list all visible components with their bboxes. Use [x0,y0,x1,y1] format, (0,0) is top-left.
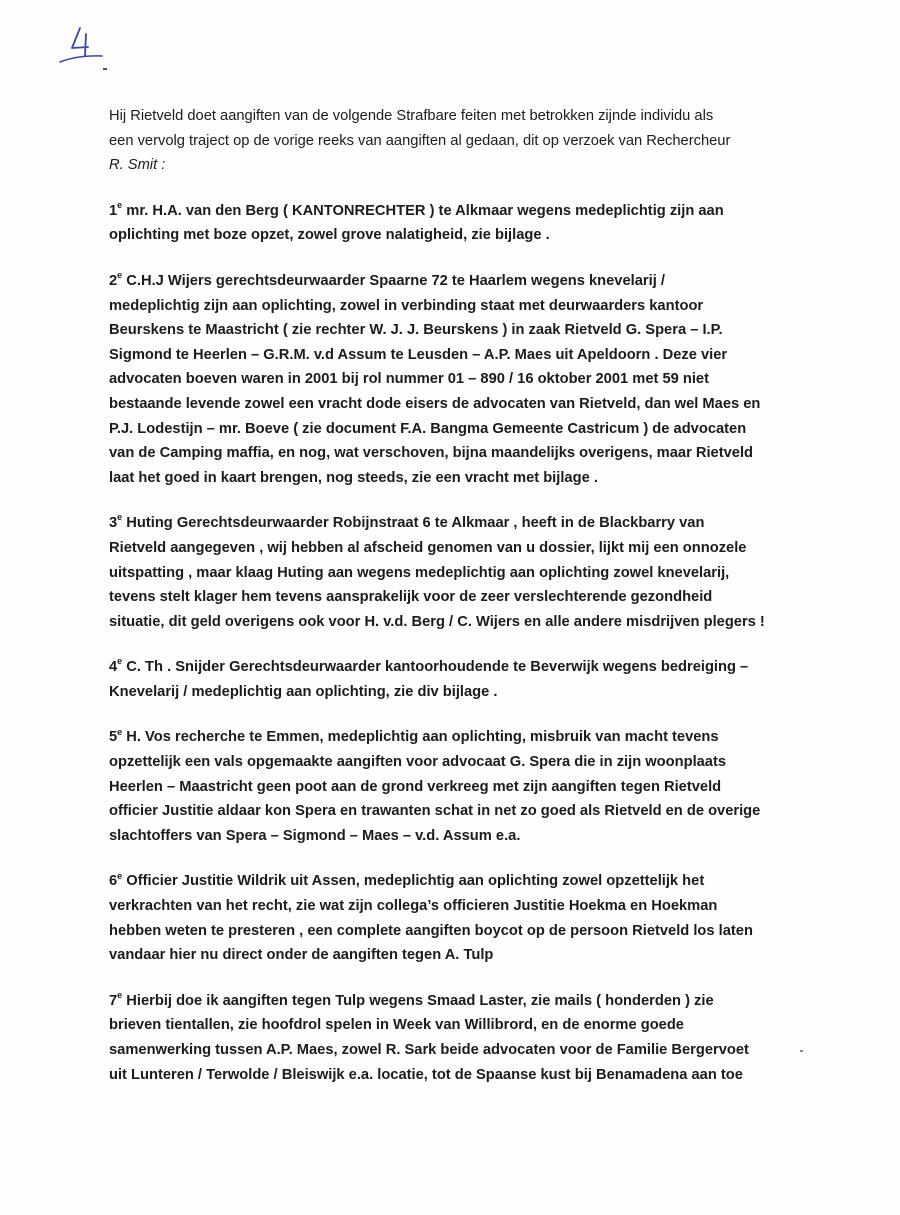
item-line: opzettelijk een vals opgemaakte aangiften voor advocaat G. Spera die in zijn woonplaats [109,754,727,771]
item-line: medeplichtig zijn aan oplichting, zowel in verbinding staat met deurwaarders kantoor [109,297,704,314]
item-line: mr. H.A. van den Berg ( KANTONRECHTER ) te Alkmaar wegens medeplichtig zijn aan [126,202,724,219]
handwritten-page-number [58,22,118,72]
item-line: vandaar hier nu direct onder de aangiften tegen A. Tulp [109,947,494,964]
item-line: Officier Justitie Wildrik uit Assen, medeplichtig aan oplichting zowel opzettelijk het [126,873,705,890]
item-ordinal: e [117,726,123,737]
item-number: 1 [109,202,118,219]
item-line: uit Lunteren / Terwolde / Bleiswijk e.a. locatie, tot de Spaanse kust bij Benamadena aan toe [109,1066,743,1083]
item-line: oplichting met boze opzet, zowel grove nalatigheid, zie bijlage . [109,227,550,244]
intro-line: een vervolg traject op de vorige reeks van aangiften al gedaan, dit op verzoek van Rechercheur [109,132,731,149]
scan-speck [800,1050,803,1052]
item-ordinal: e [117,270,123,281]
charge-item-5 [109,725,809,848]
item-line: hebben weten te presteren , een complete aangiften boycot op de persoon Rietveld los laten [109,922,753,939]
intro-paragraph [109,104,809,178]
charge-item-6 [109,869,809,967]
charge-item-7 [109,989,809,1087]
item-line: samenwerking tussen A.P. Maes, zowel R. Sark beide advocaten voor de Familie Bergervoet [109,1042,749,1058]
item-line: C.H.J Wijers gerechtsdeurwaarder Spaarne 72 te Haarlem wegens knevelarij / [126,272,665,289]
item-line: C. Th . Snijder Gerechtsdeurwaarder kantoorhoudende te Beverwijk wegens bedreiging – [126,659,749,676]
item-line: advocaten boeven waren in 2001 bij rol nummer 01 – 890 / 16 oktober 2001 met 59 niet [109,371,709,388]
item-line: Rietveld aangegeven , wij hebben al afscheid genomen van u dossier, lijkt mij een onnozele [109,539,747,556]
item-ordinal: e [117,512,123,523]
intro-signature: R. Smit : [109,157,166,174]
item-line: Heerlen – Maastricht geen poot aan de grond verkreeg met zijn aangiften tegen Rietveld [109,778,722,795]
item-line: verkrachten van het recht, zie wat zijn collega’s officieren Justitie Hoekma en Hoekman [109,898,718,915]
item-line: slachtoffers van Spera – Sigmond – Maes – v.d. Assum e.a. [109,827,521,844]
item-line: tevens stelt klager hem tevens aansprakelijk voor de zeer verslechterende gezondheid [109,589,713,606]
item-line: Knevelarij / medeplichtig aan oplichting, zie div bijlage . [109,683,498,700]
item-ordinal: e [117,656,123,667]
charge-item-4 [109,655,809,704]
item-line: H. Vos recherche te Emmen, medeplichtig aan oplichting, misbruik van macht tevens [126,729,719,746]
charge-item-1 [109,199,809,248]
item-number: 4 [109,659,118,676]
item-line: laat het goed in kaart brengen, nog steeds, zie een vracht met bijlage . [109,469,598,486]
item-ordinal: e [117,989,123,1000]
item-line: situatie, dit geld overigens ook voor H. v.d. Berg / C. Wijers en alle andere misdrijven plegers ! [109,613,765,630]
item-ordinal: e [117,870,123,881]
charge-item-2 [109,269,809,490]
item-number: 6 [109,873,118,890]
item-number: 5 [109,729,118,746]
item-line: Hierbij doe ik aangiften tegen Tulp wegens Smaad Laster, zie mails ( honderden ) zie [126,992,714,1009]
intro-line: Hij Rietveld doet aangiften van de volgende Strafbare feiten met betrokken zijnde individu als [109,108,714,124]
scan-speck [103,68,107,70]
item-line: P.J. Lodestijn – mr. Boeve ( zie document F.A. Bangma Gemeente Castricum ) de advocaten [109,420,747,437]
item-ordinal: e [117,199,123,210]
page-number-handwriting [58,22,118,72]
document-body [109,104,809,1108]
charge-item-3 [109,511,809,634]
item-line: Sigmond te Heerlen – G.R.M. v.d Assum te Leusden – A.P. Maes uit Apeldoorn . Deze vier [109,346,728,363]
item-line: officier Justitie aldaar kon Spera en trawanten schat in net zo goed als Rietveld en de overige [109,803,761,820]
item-line: uitspatting , maar klaag Huting aan wegens medeplichtig aan oplichting zowel knevelarij, [109,564,730,581]
item-number: 2 [109,272,118,289]
item-number: 7 [109,992,118,1009]
item-line: Beurskens te Maastricht ( zie rechter W. J. J. Beurskens ) in zaak Rietveld G. Spera – I.P. [109,322,723,339]
item-line: bestaande levende zowel een vracht dode eisers de advocaten van Rietveld, dan wel Maes en [109,395,761,412]
item-number: 3 [109,515,118,532]
item-line: Huting Gerechtsdeurwaarder Robijnstraat 6 te Alkmaar , heeft in de Blackbarry van [126,515,705,532]
item-line: van de Camping maffia, en nog, wat verschoven, bijna maandelijks overigens, maar Rietveld [109,445,754,462]
item-line: brieven tientallen, zie hoofdrol spelen in Week van Willibrord, en de enorme goede [109,1017,684,1034]
